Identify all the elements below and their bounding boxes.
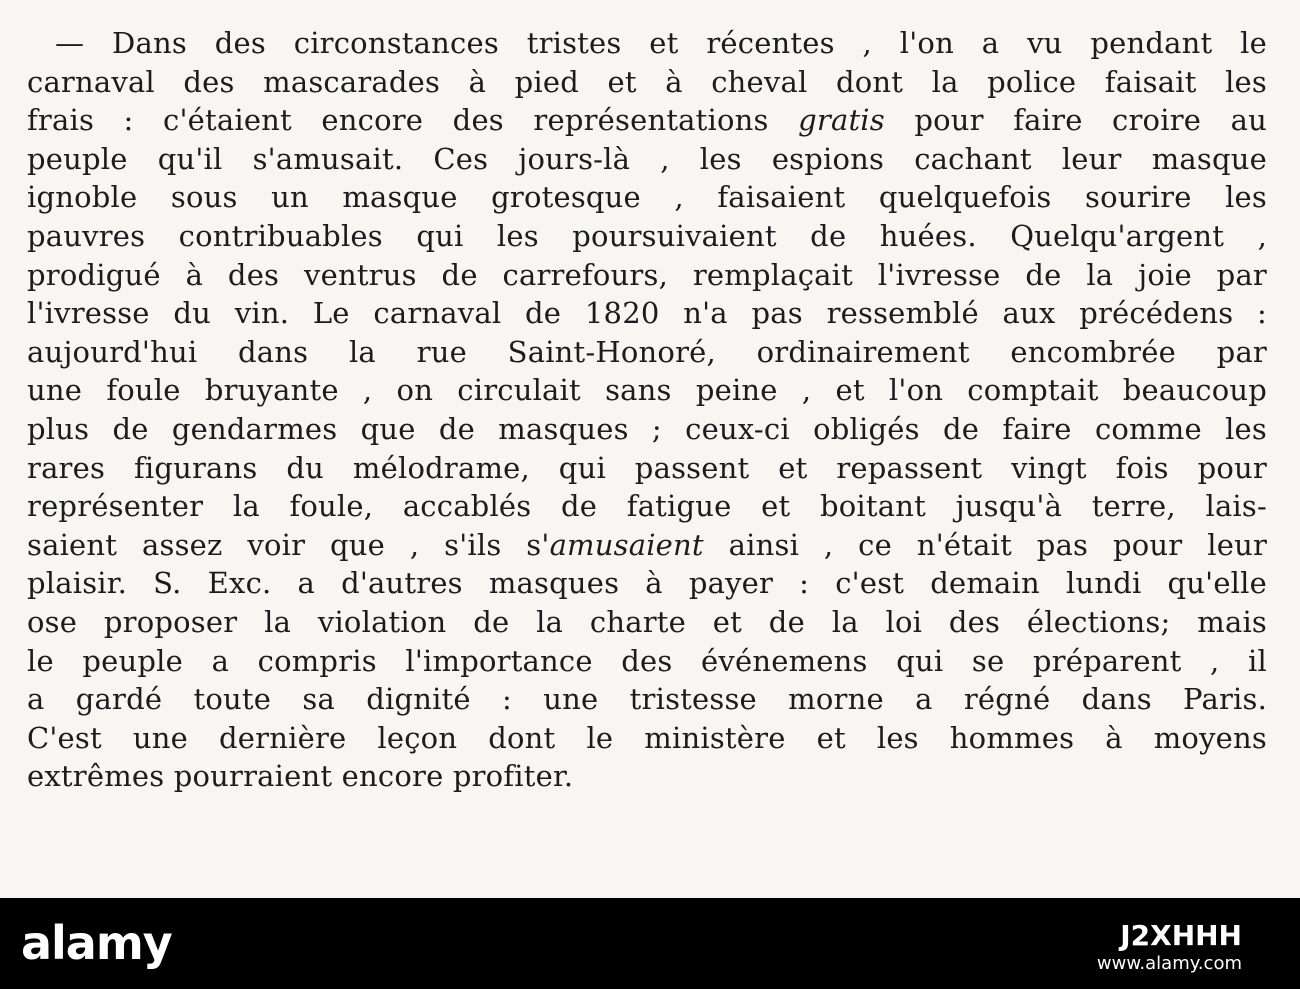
text-line: carnaval des mascarades à pied et à cheval dont la police faisait les <box>27 64 1267 99</box>
text-line: représenter la foule, accablés de fatigue et boitant jusqu'à terre, lais- <box>27 489 1267 524</box>
text-line: a gardé toute sa dignité : une tristesse morne a régné dans Paris. <box>27 682 1267 717</box>
text-line: peuple qu'il s'amusait. Ces jours-là , les espions cachant leur masque <box>27 141 1267 176</box>
text-line: rares figurans du mélodrame, qui passent et repassent vingt fois pour <box>27 450 1267 485</box>
stock-url: www.alamy.com <box>1096 953 1242 974</box>
text-line: frais : c'étaient encore des représentations gratis pour faire croire au <box>27 103 1267 138</box>
article-text <box>27 24 1267 796</box>
text-line: une foule bruyante , on circulait sans peine , et l'on comptait beaucoup <box>27 373 1267 408</box>
image-id: J2XHHH <box>1120 919 1242 952</box>
text-line: l'ivresse du vin. Le carnaval de 1820 n'a pas ressemblé aux précédens : <box>27 296 1267 331</box>
text-line: le peuple a compris l'importance des événemens qui se préparent , il <box>27 643 1267 678</box>
alamy-logo: alamy <box>21 916 172 970</box>
text-line: — Dans des circonstances tristes et récentes , l'on a vu pendant le <box>55 26 1267 60</box>
text-line: plaisir. S. Exc. a d'autres masques à payer : c'est demain lundi qu'elle <box>27 566 1267 601</box>
text-line: extrêmes pourraient encore profiter. <box>27 759 574 794</box>
text-line: ignoble sous un masque grotesque , faisaient quelquefois sourire les <box>27 180 1267 215</box>
text-line: aujourd'hui dans la rue Saint-Honoré, ordinairement encombrée par <box>27 334 1267 369</box>
text-line: pauvres contribuables qui les poursuivaient de huées. Quelqu'argent , <box>27 218 1267 253</box>
text-line: saient assez voir que , s'ils s'amusaient ainsi , ce n'était pas pour leur <box>27 527 1268 562</box>
text-line: plus de gendarmes que de masques ; ceux-ci obligés de faire comme les <box>27 411 1267 446</box>
text-line: ose proposer la violation de la charte et de la loi des élections; mais <box>27 604 1267 639</box>
text-line: C'est une dernière leçon dont le ministère et les hommes à moyens <box>27 720 1267 755</box>
stock-watermark-bar <box>0 898 1300 989</box>
italic-word: amusaient <box>549 527 704 562</box>
italic-word: gratis <box>798 103 885 138</box>
text-line: prodigué à des ventrus de carrefours, remplaçait l'ivresse de la joie par <box>27 257 1267 292</box>
